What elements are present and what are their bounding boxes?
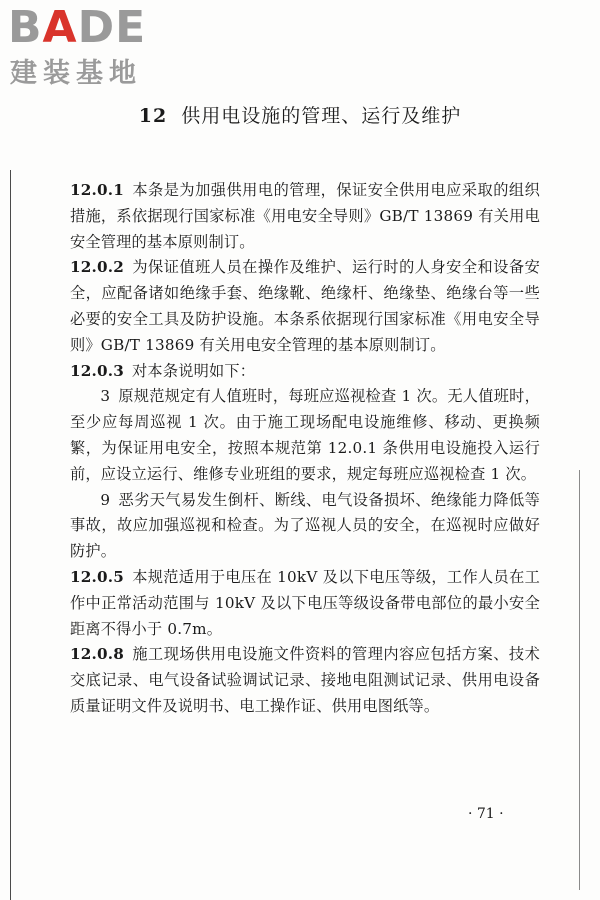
paragraph-12-0-3 (70, 359, 540, 385)
paragraph-item-9 (70, 488, 540, 565)
paragraph-text: 为保证值班人员在操作及维护、运行时的人身安全和设备安全，应配备诸如绝缘手套、绝缘靴、绝缘杆、绝缘垫、绝缘台等一些必要的安全工具及防护设施。本条系依据现行国家标准《用电安全导则》GB/T 13869 有关用电安全管理的基本原则制订。 (70, 258, 540, 354)
paragraph-text: 本规范适用于电压在 10kV 及以下电压等级，工作人员在工作中正常活动范围与 10kV 及以下电压等级设备带电部位的最小安全距离不得小于 0.7m。 (70, 567, 540, 638)
clause-number: 12.0.1 (70, 181, 125, 199)
paragraph-text: 施工现场供用电设施文件资料的管理内容应包括方案、技术交底记录、电气设备试验调试记录、接地电阻测试记录、供用电设备质量证明文件及说明书、电工操作证、供用电图纸等。 (70, 645, 540, 715)
logo-subtitle: 建装基地 (10, 58, 142, 89)
page-number: · 71 · (468, 806, 504, 822)
chapter-number: 12 (138, 105, 168, 127)
paragraph-text: 对本条说明如下： (132, 361, 256, 380)
item-number: 9 (100, 490, 111, 509)
scan-edge-right (579, 470, 580, 890)
clause-number: 12.0.8 (70, 645, 125, 664)
clause-number: 12.0.5 (70, 567, 125, 586)
paragraph-item-3 (70, 384, 540, 487)
scan-edge-left (10, 170, 11, 900)
paragraph-12-0-2 (70, 255, 540, 358)
bade-logo (8, 4, 178, 94)
clause-number: 12.0.3 (70, 361, 125, 380)
document-body (70, 178, 540, 720)
paragraph-text: 恶劣天气易发生倒杆、断线、电气设备损坏、绝缘能力降低等事故，故应加强巡视和检查。为了巡视人员的安全，在巡视时应做好防护。 (70, 490, 540, 561)
logo-wordmark: BADE (8, 2, 147, 53)
paragraph-text: 本条是为加强供用电的管理，保证安全供用电应采取的组织措施，系依据现行国家标准《用电安全导则》GB/T 13869 有关用电安全管理的基本原则制订。 (70, 181, 540, 251)
chapter-heading (0, 102, 600, 130)
item-number: 3 (100, 387, 111, 406)
paragraph-12-0-8 (70, 642, 540, 719)
paragraph-12-0-1 (70, 178, 540, 255)
paragraph-12-0-5 (70, 565, 540, 642)
clause-number: 12.0.2 (70, 258, 125, 277)
paragraph-text: 原规范规定有人值班时，每班应巡视检查 1 次。无人值班时，至少应每周巡视 1 次。由于施工现场配电设施维修、移动、更换频繁，为保证用电安全，按照本规范第 12.0.1 条供用电设施投入运行前，应设立运行、维修专业班组的要求，规定每班应巡视检查 1 次。 (70, 387, 540, 483)
chapter-title: 供用电设施的管理、运行及维护 (181, 105, 462, 127)
